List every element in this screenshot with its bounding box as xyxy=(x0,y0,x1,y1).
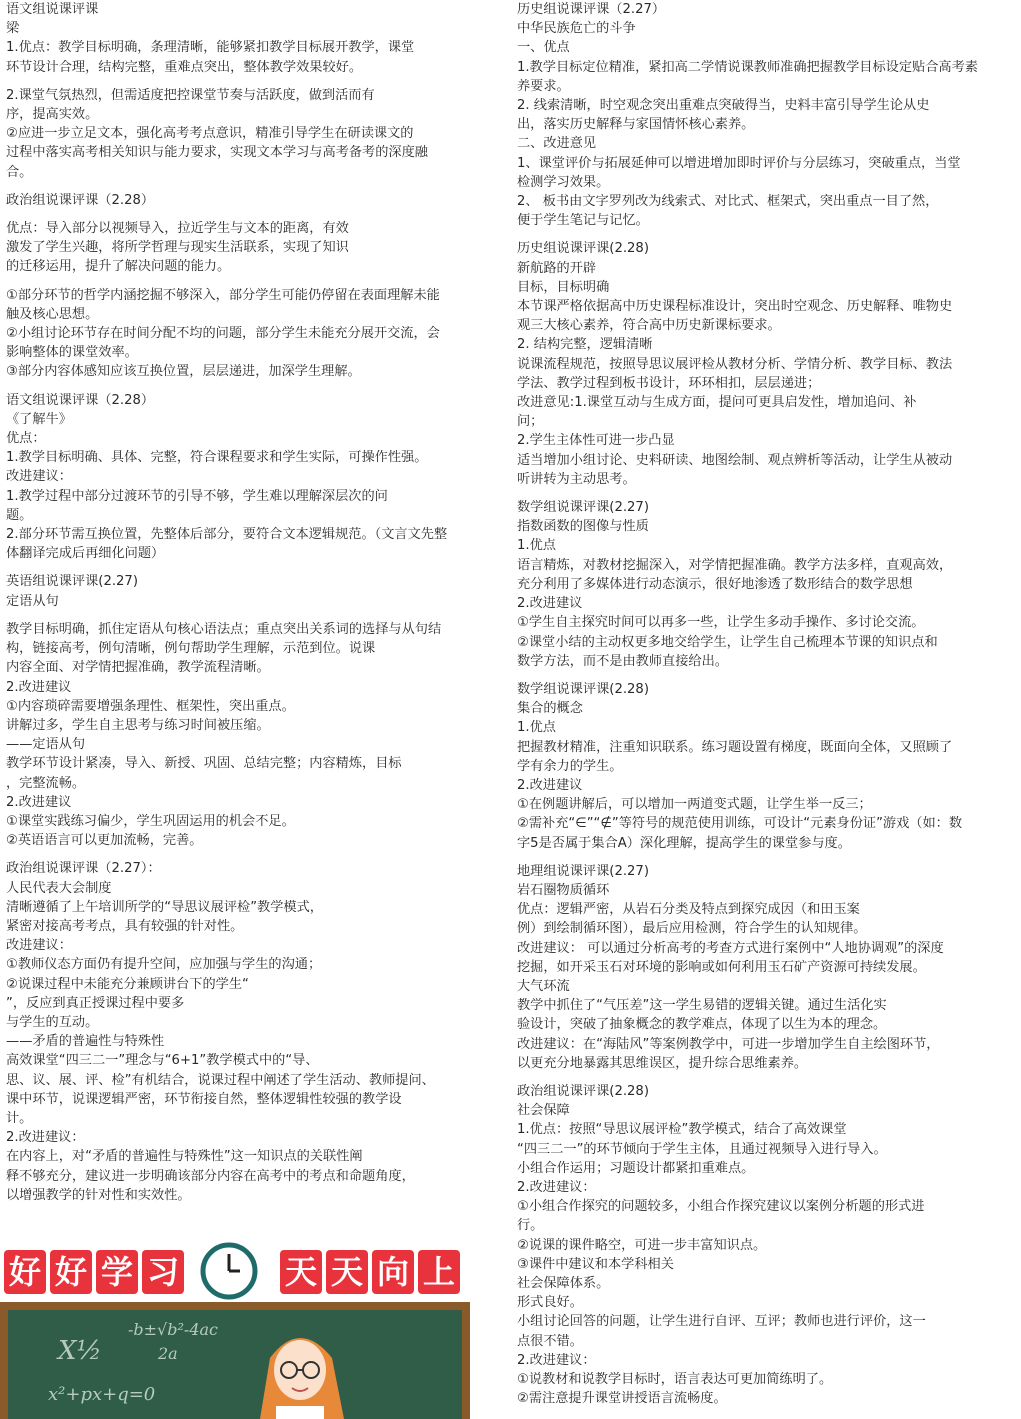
text-line: 与学生的互动。 xyxy=(6,1014,99,1030)
text-line: ”，反应到真正授课过程中要多 xyxy=(6,995,185,1011)
text-line: ②应进一步立足文本，强化高考考点意识，精准引导学生在研读课文的 xyxy=(6,126,414,142)
text-line xyxy=(517,230,1007,239)
slogan-char: 学 xyxy=(96,1250,138,1294)
slogan-char: 天 xyxy=(326,1250,368,1294)
text-line xyxy=(6,182,494,191)
text-line: 以更充分地暴露其思维误区，提升综合思维素养。 xyxy=(517,1055,808,1071)
text-line: ——定语从句 xyxy=(6,737,86,753)
text-line xyxy=(517,671,1007,680)
text-line: 语文组说课评课 xyxy=(6,2,99,17)
text-line: 新航路的开辟 xyxy=(517,260,597,276)
text-line: 在内容上，对“矛盾的普遍性与特殊性”这一知识点的关联性阐 xyxy=(6,1149,363,1165)
text-line: 2.改进建议 xyxy=(6,679,72,695)
text-line: 语言精炼，对教材挖掘深入，对学情把握准确。教学方法多样，直观高效， xyxy=(517,557,953,573)
text-line: ①教师仪态方面仍有提升空间，应加强与学生的沟通； xyxy=(6,957,322,973)
text-line: 优点：导入部分以视频导入，拉近学生与文本的距离，有效 xyxy=(6,221,349,237)
text-line: ③部分内容体感知应该互换位置，层层递进，加深学生理解。 xyxy=(6,364,361,380)
slogan-left xyxy=(4,1250,188,1296)
text-line: 2.改进建议 xyxy=(517,777,583,793)
text-line: 题。 xyxy=(6,507,33,523)
text-line: 影响整体的课堂效率。 xyxy=(6,345,138,361)
text-line: 本节课严格依据高中历史课程标准设计，突出时空观念、历史解释、唯物史 xyxy=(517,299,953,315)
text-line: 教学目标明确，抓住定语从句核心语法点；重点突出关系词的选择与从句结 xyxy=(6,621,442,637)
text-line: 地理组说课评课(2.27) xyxy=(517,863,649,879)
text-line: 便于学生笔记与记忆。 xyxy=(517,213,649,229)
text-line: ①学生自主探究时间可以再多一些，让学生多动手操作、多讨论交流。 xyxy=(517,615,925,631)
text-line: 字5是否属于集合A）深化理解，提高学生的课堂参与度。 xyxy=(517,835,851,851)
text-line: 中华民族危亡的斗争 xyxy=(517,21,636,37)
text-line: 社会保障 xyxy=(517,1103,570,1119)
slogan-char: 好 xyxy=(4,1250,46,1294)
text-line: 释不够充分，建议进一步明确该部分内容在高考中的考点和命题角度， xyxy=(6,1168,415,1184)
text-line: 1.优点 xyxy=(517,538,556,554)
text-line: 小组合作运用；习题设计都紧扣重难点。 xyxy=(517,1160,755,1176)
text-line: 充分利用了多媒体进行动态演示，很好地渗透了数形结合的数学思想 xyxy=(517,576,913,592)
text-line: 目标，目标明确 xyxy=(517,279,610,295)
teacher-illustration xyxy=(240,1318,360,1419)
text-line: 内容全面、对学情把握准确，教学流程清晰。 xyxy=(6,660,270,676)
text-line: 教学环节设计紧凑，导入、新授、巩固、总结完整；内容精炼，目标 xyxy=(6,756,402,772)
text-line: 政治组说课评课（2.28） xyxy=(6,192,155,208)
text-line: 1.优点：教学目标明确，条理清晰，能够紧扣教学目标展开教学，课堂 xyxy=(6,40,415,56)
text-line: ③课件中建议和本学科相关 xyxy=(517,1256,674,1272)
slogan-char: 天 xyxy=(280,1250,322,1294)
text-line: 数学方法，而不是由教师直接给出。 xyxy=(517,653,728,669)
text-line: 听讲转为主动思考。 xyxy=(517,471,636,487)
text-line: ①小组合作探究的问题较多，小组合作探究建议以案例分析题的形式进 xyxy=(517,1199,925,1215)
text-line: ②需注意提升课堂讲授语言流畅度。 xyxy=(517,1391,727,1407)
text-line: 序，提高实效。 xyxy=(6,107,99,123)
text-line: 改进建议： 可以通过分析高考的考查方式进行案例中“人地协调观”的深度 xyxy=(517,940,944,956)
text-line: 岩石圈物质循环 xyxy=(517,882,610,898)
text-line: ②英语语言可以更加流畅，完善。 xyxy=(6,833,203,849)
text-line: 把握教材精准，注重知识联系。练习题设置有梯度，既面向全体，又照顾了 xyxy=(517,739,953,755)
text-line xyxy=(6,563,494,572)
text-line: 大气环流 xyxy=(517,978,570,994)
text-line: 出，落实历史解释与家国情怀核心素养。 xyxy=(517,117,755,133)
chalk-text: X½ xyxy=(58,1336,102,1366)
text-line: ②说课过程中未能充分兼顾讲台下的学生“ xyxy=(6,976,249,992)
slogan-banner xyxy=(0,1240,480,1302)
text-line: 2.部分环节需互换位置，先整体后部分，要符合文本逻辑规范。（文言文先整 xyxy=(6,527,448,543)
text-line: 形式良好。 xyxy=(517,1295,583,1311)
text-line xyxy=(517,1073,1007,1082)
text-line: 行。 xyxy=(517,1218,544,1234)
text-line: 检测学习效果。 xyxy=(517,174,610,190)
text-line xyxy=(517,853,1007,862)
text-line: 教学中抓住了“气压差”这一学生易错的逻辑关键。通过生活化实 xyxy=(517,998,887,1014)
text-line: 数学组说课评课(2.28) xyxy=(517,681,649,697)
text-line: ①课堂实践练习偏少，学生巩固运用的机会不足。 xyxy=(6,813,295,829)
text-line: 《了解牛》 xyxy=(6,411,72,427)
text-line: 构，链接高考，例句清晰，例句帮助学生理解，示范到位。说课 xyxy=(6,641,376,657)
text-line: 1.教学过程中部分过渡环节的引导不够，学生难以理解深层次的问 xyxy=(6,488,388,504)
text-line: 2.改进建议： xyxy=(517,1352,596,1368)
text-line: 2.学生主体性可进一步凸显 xyxy=(517,433,675,449)
text-line: ——矛盾的普遍性与特殊性 xyxy=(6,1034,165,1050)
text-line: 改进建议：在“海陆风”等案例教学中，可进一步增加学生自主绘图环节， xyxy=(517,1036,940,1052)
text-line: 历史组说课评课(2.28) xyxy=(517,241,649,257)
text-line: 养要求。 xyxy=(517,78,570,94)
text-line: 小组讨论回答的问题，让学生进行自评、互评；教师也进行评价，这一 xyxy=(517,1314,926,1330)
text-line xyxy=(6,277,494,286)
text-line: 问； xyxy=(517,414,544,430)
text-line: 激发了学生兴趣，将所学哲理与现实生活联系，实现了知识 xyxy=(6,240,349,256)
text-line: 2.改进建议 xyxy=(517,596,583,612)
text-line: 以增强教学的针对性和实效性。 xyxy=(6,1187,191,1203)
slogan-char: 上 xyxy=(418,1250,460,1294)
text-line: 清晰遵循了上午培训所学的“导思议展评检”教学模式， xyxy=(6,899,323,915)
text-line: 二、改进意见 xyxy=(517,136,597,152)
text-line: 合。 xyxy=(6,164,33,180)
text-line: 观三大核心素养，符合高中历史新课标要求。 xyxy=(517,318,781,334)
text-line: 点很不错。 xyxy=(517,1333,583,1349)
text-line: 集合的概念 xyxy=(517,701,583,717)
text-line: 计。 xyxy=(6,1110,33,1126)
text-line: ①内容琐碎需要增强条理性、框架性，突出重点。 xyxy=(6,698,295,714)
text-line: 2.改进建议： xyxy=(6,1130,85,1146)
text-line: 高效课堂“四三二一”理念与“6+1”教学模式中的“导、 xyxy=(6,1053,319,1069)
text-line: 英语组说课评课(2.27) xyxy=(6,574,138,590)
slogan-char: 好 xyxy=(50,1250,92,1294)
text-line xyxy=(6,210,494,219)
left-column xyxy=(6,0,494,1205)
text-line xyxy=(6,382,494,391)
text-line: 的迁移运用，提升了解决问题的能力。 xyxy=(6,259,231,275)
text-line: 适当增加小组讨论、史料研读、地图绘制、观点辨析等活动，让学生从被动 xyxy=(517,452,953,468)
text-line: 社会保障体系。 xyxy=(517,1276,610,1291)
text-line: ①在例题讲解后，可以增加一两道变式题，让学生举一反三； xyxy=(517,797,872,813)
text-line: 改进建议： xyxy=(6,938,72,954)
text-line: 政治组说课评课（2.27）： xyxy=(6,861,161,877)
text-line: 体翻译完成后再细化问题） xyxy=(6,546,165,562)
text-line: 验设计，突破了抽象概念的教学难点，体现了以生为本的理念。 xyxy=(517,1017,887,1033)
slogan-char: 习 xyxy=(142,1250,184,1294)
text-line: 学有余力的学生。 xyxy=(517,758,623,774)
text-line: ②课堂小结的主动权更多地交给学生，让学生自己梳理本节课的知识点和 xyxy=(517,634,938,650)
text-line: 梁 xyxy=(6,21,20,37)
text-line: 过程中落实高考相关知识与能力要求，实现文本学习与高考备考的深度融 xyxy=(6,145,428,161)
text-line: 历史组说课评课（2.27） xyxy=(517,2,666,17)
text-line: 触及核心思想。 xyxy=(6,306,99,322)
text-line xyxy=(517,489,1007,498)
text-line: 改进建议： xyxy=(6,469,72,485)
text-line: ②小组讨论环节存在时间分配不均的问题，部分学生未能充分展开交流，会 xyxy=(6,326,440,342)
text-line: 人民代表大会制度 xyxy=(6,880,112,896)
text-line: 2.课堂气氛热烈，但需适度把控课堂节奏与活跃度，做到活而有 xyxy=(6,87,375,103)
slogan-char: 向 xyxy=(372,1250,414,1294)
text-line: 思、议、展、评、检”有机结合，说课过程中阐述了学生活动、教师提问、 xyxy=(6,1072,435,1088)
text-line: 紧密对接高考考点，具有较强的针对性。 xyxy=(6,918,244,934)
text-line: 学法、教学过程到板书设计，环环相扣，层层递进； xyxy=(517,375,821,391)
text-line: 数学组说课评课(2.27) xyxy=(517,500,649,516)
text-line: 讲解过多，学生自主思考与练习时间被压缩。 xyxy=(6,717,270,733)
text-line: 一、优点 xyxy=(517,40,570,56)
text-line: 优点： xyxy=(6,431,46,447)
text-line: ①部分环节的哲学内涵挖掘不够深入，部分学生可能仍停留在表面理解未能 xyxy=(6,287,440,303)
text-line: 2. 线索清晰，时空观念突出重难点突破得当，史料丰富引导学生论从史 xyxy=(517,98,930,114)
clock-icon xyxy=(200,1242,258,1300)
text-line: 挖掘，如开采玉石对环境的影响或如何利用玉石矿产资源可持续发展。 xyxy=(517,959,926,975)
text-line: 环节设计合理，结构完整，重难点突出，整体教学效果较好。 xyxy=(6,59,363,75)
text-line: 政治组说课评课(2.28) xyxy=(517,1083,649,1099)
chalk-text: x²+px+q=0 xyxy=(48,1384,156,1405)
chalk-text: -b±√b²-4ac xyxy=(128,1320,218,1339)
text-line: ①说教材和说教学目标时，语言表达可更加简练明了。 xyxy=(517,1372,833,1388)
slogan-right xyxy=(280,1250,464,1296)
text-line: 说课流程规范，按照导思议展评检从教材分析、学情分析、教学目标、教法 xyxy=(517,356,953,372)
text-line: 1.优点：按照“导思议展评检”教学模式，结合了高效课堂 xyxy=(517,1122,847,1138)
text-line: 1、课堂评价与拓展延伸可以增进增加即时评价与分层练习，突破重点，当堂 xyxy=(517,155,961,171)
text-line: 指数函数的图像与性质 xyxy=(517,519,649,535)
text-line: ，完整流畅。 xyxy=(6,775,86,791)
text-line: “四三二一”的环节倾向于学生主体，且通过视频导入进行导入。 xyxy=(517,1141,887,1157)
right-column xyxy=(517,0,1007,1408)
text-line: 优点：逻辑严密，从岩石分类及特点到探究成因（和田玉案 xyxy=(517,902,860,918)
text-line xyxy=(6,850,494,859)
text-line: ②需补充“∈”“∉”等符号的规范使用训练，可设计“元素身份证”游戏（如：数 xyxy=(517,816,963,832)
text-line: 1.教学目标明确、具体、完整，符合课程要求和学生实际，可操作性强。 xyxy=(6,450,428,466)
text-line: 改进意见:1.课堂互动与生成方面，提问可更具启发性，增加追问、补 xyxy=(517,395,917,411)
text-line: 2.改进建议： xyxy=(517,1179,596,1195)
text-line: 2.改进建议 xyxy=(6,794,72,810)
text-line: 语文组说课评课（2.28） xyxy=(6,392,155,408)
text-line: 定语从句 xyxy=(6,593,59,609)
text-line: 2. 结构完整，逻辑清晰 xyxy=(517,337,653,353)
text-line: 例）到绘制循环图），最后应用检测，符合学生的认知规律。 xyxy=(517,921,867,937)
text-line: 课中环节，说课逻辑严密，环节衔接自然，整体逻辑性较强的教学设 xyxy=(6,1091,402,1107)
text-line xyxy=(6,611,494,620)
text-line xyxy=(6,77,494,86)
chalk-text: 2a xyxy=(158,1344,178,1363)
blackboard-illustration xyxy=(0,1302,470,1419)
text-line: 2、 板书由文字罗列改为线索式、对比式、框架式，突出重点一目了然， xyxy=(517,194,939,210)
text-line: 1.教学目标定位精准，紧扣高二学情说课教师准确把握教学目标设定贴合高考素 xyxy=(517,59,978,75)
text-line: ②说课的课件略空，可进一步丰富知识点。 xyxy=(517,1237,767,1253)
text-line: 1.优点 xyxy=(517,720,556,736)
